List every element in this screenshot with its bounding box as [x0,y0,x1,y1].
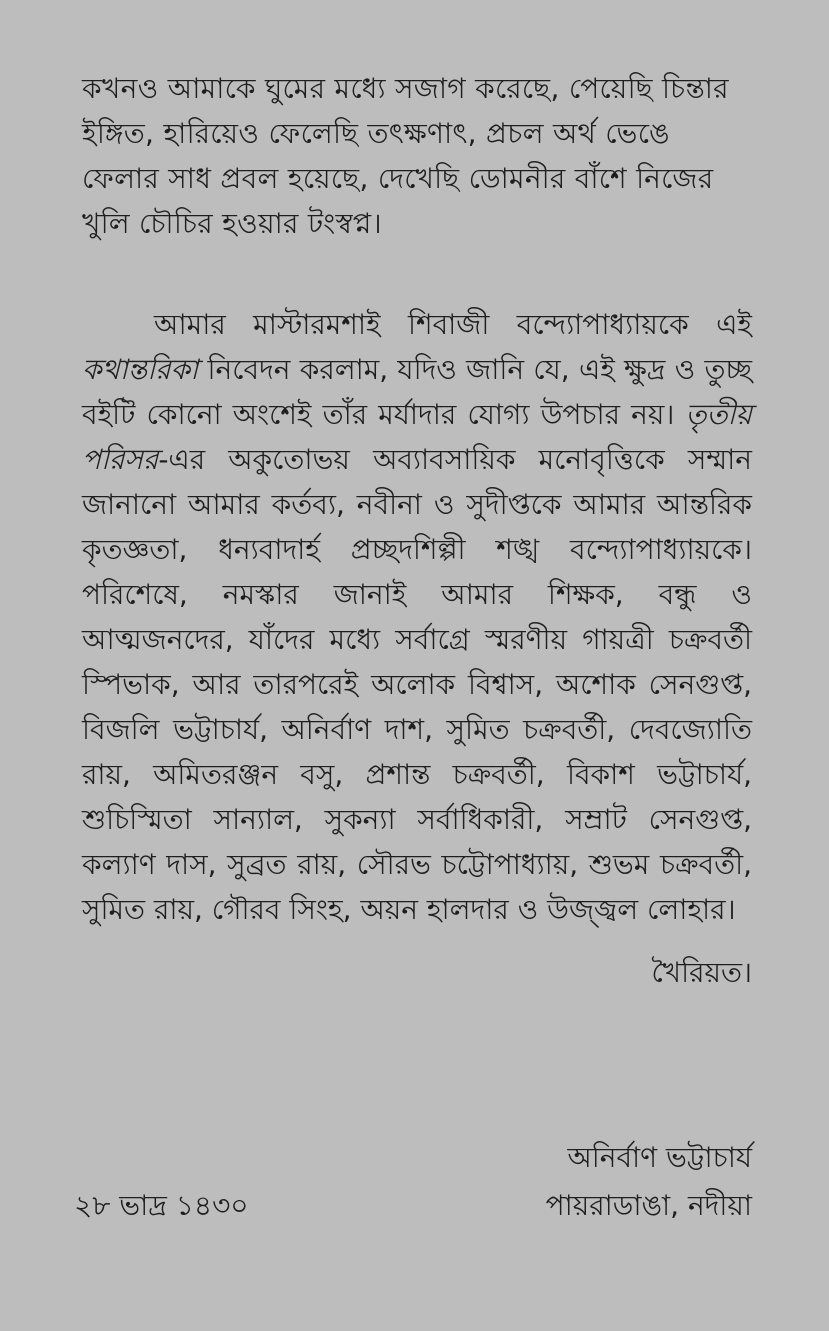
author-signature: অনির্বাণ ভট্টাচার্য [567,1141,752,1174]
book-title-italic: কথান্তরিকা [82,353,199,386]
place-text: পায়রাডাঙা, নদীয়া [545,1189,752,1222]
closing-line: খৈরিয়ত। [651,956,752,989]
paragraph-text-part-1: আমার মাস্টারমশাই শিবাজী বন্দ্যোপাধ্যায়কে এই [154,308,752,341]
publisher-name-italic: তৃতীয় পরিসর [82,398,752,476]
paragraph-text-part-2: নিবেদন করলাম, যদিও জানি যে, এই ক্ষুদ্র ও তুচ্ছ বইটি কোনো অংশেই তাঁর মর্যাদার যোগ্য উপচার নয়। [82,353,752,431]
paragraph-continuation: কখনও আমাকে ঘুমের মধ্যে সজাগ করেছে, পেয়েছি চিন্তার ইঙ্গিত, হারিয়েও ফেলেছি তৎক্ষণাৎ, প্রচল অর্থ ভেঙে ফেলার সাধ প্রবল হয়েছে, দেখেছি ডোমনীর বাঁশে নিজের খুলি চৌচির হওয়ার টংস্বপ্ন। [82,72,729,240]
acknowledgement-paragraph [82,302,752,932]
footer-row [74,1183,752,1228]
date-text: ২৮ ভাদ্র ১৪৩০ [74,1189,249,1222]
paragraph-text-part-3: -এর অকুতোভয় অব্যাবসায়িক মনোবৃত্তিকে সম্মান জানানো আমার কর্তব্য, নবীনা ও সুদীপ্তকে আমার আন্তরিক কৃতজ্ঞতা, ধন্যবাদার্হ প্রচ্ছদশিল্পী শঙ্খ বন্দ্যোপাধ্যায়কে। পরিশেষে, নমস্কার জানাই আমার শিক্ষক, বন্ধু ও আত্মজনদের, যাঁদের মধ্যে সর্বাগ্রে স্মরণীয় গায়ত্রী চক্রবর্তী স্পিভাক, আর তারপরেই অলোক বিশ্বাস, অশোক সেনগুপ্ত, বিজলি ভট্টাচার্য, অনির্বাণ দাশ, সুমিত চক্রবর্তী, দেবজ্যোতি রায়, অমিতরঞ্জন বসু, প্রশান্ত চক্রবর্তী, বিকাশ ভট্টাচার্য, শুচিস্মিতা সান্যাল, সুকন্যা সর্বাধিকারী, সম্রাট সেনগুপ্ত, কল্যাণ দাস, সুব্রত রায়, সৌরভ চট্টোপাধ্যায়, শুভম চক্রবর্তী, সুমিত রায়, গৌরব সিংহ, অয়ন হালদার ও উজ্জ্বল লোহার। [82,443,752,926]
document-body [82,66,752,995]
